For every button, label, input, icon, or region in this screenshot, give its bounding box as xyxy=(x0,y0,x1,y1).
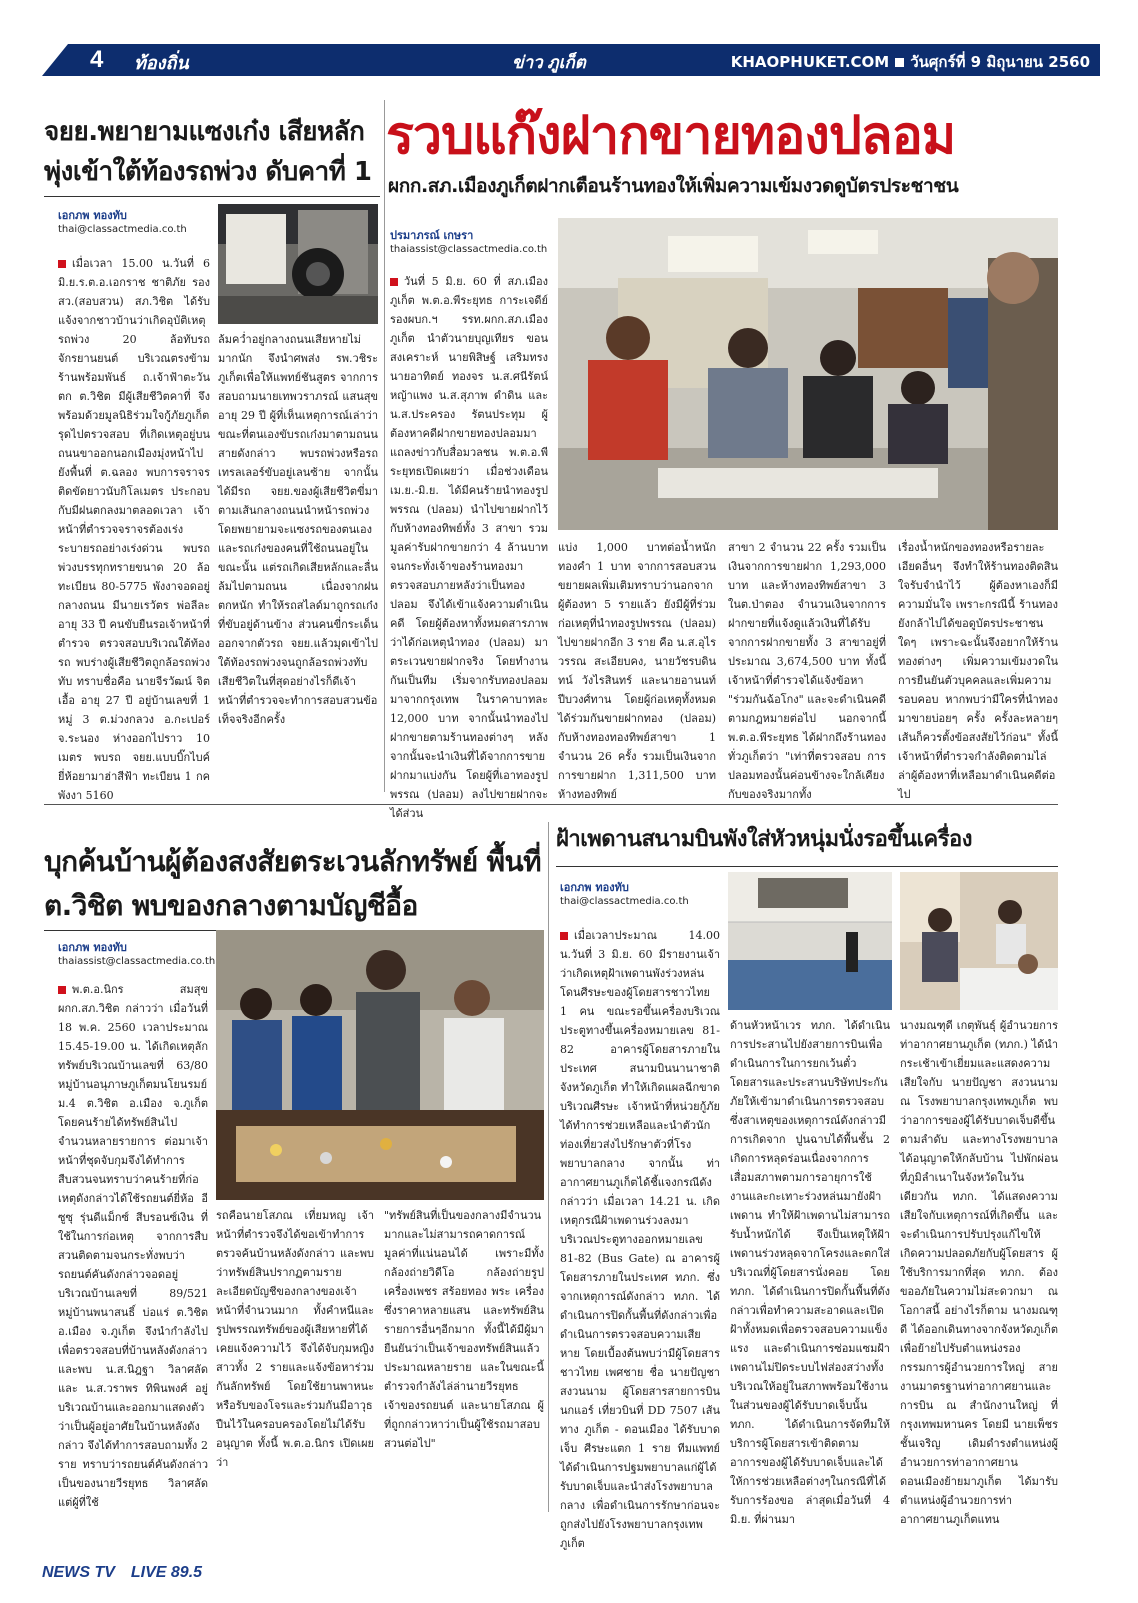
story4-column-1: เมื่อเวลาประมาณ 14.00 น.วันที่ 3 มิ.ย. 60 มีรายงานเจ้าว่าเกิดเหตุฝ้าเพดานพังร่วงหล่นโดนศีรษะของผู้โดยสารชาวไทย 1 คน ขณะรอขึ้นเครื่องบริเวณประตูทางขึ้นเครื่องหมายเลข 81-82 อาคารผู้โดยสารภายในประเทศ สนามบินนานาชาติจังหวัดภูเก็ต ทำให้เกิดแผลฉีกขาดบริเวณศีรษะ เจ้าหน้าที่หน่วยกู้ภัยได้ทำการช่วยเหลือและนำตัวนักท่องเที่ยวส่งไปรักษาตัวที่โรงพยาบาลกลาง จากนั้น ท่าอากาศยานภูเก็ตได้ชี้แจงกรณีดังกล่าวว่า เมื่อเวลา 14.21 น. เกิดเหตุกรณีฝ้าเพดานร่วงลงมาบริเวณประตูทางออกหมายเลข 81-82 (Bus Gate) ณ อาคารผู้โดยสารภายในประเทศ ทภก. ซึ่งจากเหตุการณ์ดังกล่าว ทภก. ได้ดำเนินการปิดกั้นพื้นที่ดังกล่าวเพื่อดำเนินการตรวจสอบความเสียหาย โดยเบื้องต้นพบว่ามีผู้โดยสารชาวไทย เพศชาย ชื่อ นายปัญชา สงวนนาม ผู้โดยสารสายการบินนกแอร์ เที่ยวบินที่ DD 7507 เส้นทาง ภูเก็ต - ดอนเมือง ได้รับบาดเจ็บ ศีรษะแตก 1 ราย ทีมแพทย์ ได้ดำเนินการปฐมพยาบาลแก่ผู้ได้รับบาดเจ็บและนำส่งโรงพยาบาลกลาง เพื่อดำเนินการรักษาก่อนจะถูกส่งไปยังโรงพยาบาลกรุงเทพภูเก็ต xyxy=(560,929,720,1550)
author-name: เอกภพ ทองทับ xyxy=(560,881,629,894)
divider xyxy=(556,866,1058,867)
story3-column-3: "ทรัพย์สินที่เป็นของกลางมีจำนวนมากและไม่สามารถคาดการณ์มูลค่าที่แน่นอนได้ เพราะมีทั้ง กล้องถ่ายวิดีโอ กล้องถ่ายรูป เครื่องเพชร สร้อยทอง พระ เครื่องซึ่งราคาหลายแสน และทรัพย์สินรายการอื่นๆอีกมาก ทั้งนี้ได้มีผู้มายืนยันว่าเป็นเจ้าของทรัพย์สินแล้วประมาณหลายราย และในขณะนี้ ตำรวจกำลังไล่ล่านายวีรยุทธ เจ้าของรถยนต์ และนายโสภณ ผู้ที่ถูกกล่าวหาว่าเป็นผู้ใช้รถมาสอบสวนต่อไป" xyxy=(384,1209,544,1450)
bullet-icon xyxy=(58,986,66,994)
author-name: เอกภพ ทองทับ xyxy=(58,941,127,954)
author-email: thai@classactmedia.co.th xyxy=(560,896,689,907)
page-number: 4 xyxy=(90,46,104,73)
ceiling-damage-photo xyxy=(728,872,892,1010)
main-column-1: วันที่ 5 มิ.ย. 60 ที่ สภ.เมืองภูเก็ต พ.ต.อ.พีระยุทธ การะเจดีย์ รองผบก.ฯ รรท.ผกก.สภ.เมืองภูเก็ต นำตัวนายบุญเทียร ขอนสงเคราะห์ นายพิสิษฐ์ เสริมทรง นายอาทิตย์ ทองจร น.ส.ศนีรัตน์ หญ้าแพง น.ส.สุภาพ ดำดิน และ น.ส.ประครอง รัตนประทุม ผู้ต้องหาคดีฝากขายทองปลอมมาแถลงข่าวกับสื่อมวลชน พ.ต.อ.พีระยุทธเปิดเผยว่า เมื่อช่วงเดือน เม.ย.-มิ.ย. ได้มีคนร้ายนำทองรูปพรรณ (ปลอม) นำไปขายฝากไว้กับห้างทองทิพย์ทั้ง 3 สาขา รวมมูลค่ารับฝากขายกว่า 4 ล้านบาท จนกระทั่งเจ้าของร้านทองมาตรวจสอบภายหลังว่าเป็นทองปลอม จึงได้เข้าแจ้งความดำเนินคดี โดยผู้ต้องหาทั้งหมดสารภาพว่าได้ก่อเหตุนำทอง (ปลอม) มาตระเวนขายฝากจริง โดยทำงานกันเป็นทีม เริ่มจากรับทองปลอมมาจากกรุงเทพ ในราคาบาทละ 12,000 บาท จากนั้นนำทองไปฝากขายตามร้านทองต่างๆ หลังจากนั้นจะนำเงินที่ได้จากการขายฝากมาแบ่งกัน โดยผู้ที่เอาทองรูปพรรณ (ปลอม) ลงไปขายฝากจะได้ส่วน xyxy=(390,275,548,820)
main-column-3: สาขา 2 จำนวน 22 ครั้ง รวมเป็นเงินจากการขายฝาก 1,293,000 บาท และห้างทองทิพย์สาขา 3 ในต.ป่าตอง จำนวนเงินจากการฝากขายที่แจ้งดูแล้วเงินที่ได้รับจากการฝากขายทั้ง 3 สาขาอยู่ที่ประมาณ 3,674,500 บาท ทั้งนี้เจ้าหน้าที่ตำรวจได้แจ้งข้อหา "ร่วมกันฉ้อโกง" และจะดำเนินคดีตามกฎหมายต่อไป นอกจากนี้ พ.ต.อ.พีระยุทธ ได้ฝากถึงร้านทองทั่วภูเก็ตว่า "เท่าที่ตรวจสอบ การปลอมทองนั้นค่อนข้างจะใกล้เคียงกับของจริงมากทั้ง xyxy=(728,541,886,801)
live-radio-logo: LIVE 89.5 xyxy=(130,1564,203,1581)
hospital-visit-photo xyxy=(900,872,1058,1010)
main-column-4: เรื่องน้ำหนักของทองหรือรายละเอียดอื่นๆ จึงทำให้ร้านทองติดสินใจรับจำนำไว้ ผู้ต้องหาเองก็มีความมั่นใจ เพราะกรณีนี้ ร้านทองยังกล้าไปได้ขอดูบัตรประชาชนใดๆ เพราะฉะนั้นจึงอยากให้ร้านทองต่างๆ เพิ่มความเข้มงวดในการยืนยันตัวบุคคลและเพิ่มความรอบคอบ หากพบว่ามีใครที่นำทองมาขายบ่อยๆ ครั้ง ครั้งละหลายๆ เส้นก็ควรตั้งข้อสงสัยไว้ก่อน" ทั้งนี้เจ้าหน้าที่ตำรวจกำลังติดตามไล่ล่าผู้ต้องหาที่เหลือมาดำเนินคดีต่อไป xyxy=(898,541,1058,801)
author-email: thaiassist@classactmedia.co.th xyxy=(390,244,548,255)
story4-headline: ฝ้าเพดานสนามบินพังใส่หัวหนุ่มนั่งรอขึ้นเครื่อง xyxy=(556,827,972,852)
newspaper-logo: ข่าว ภูเก็ต xyxy=(512,53,586,72)
column-divider xyxy=(384,100,385,792)
accident-photo xyxy=(218,204,378,324)
main-column-2: แบ่ง 1,000 บาทต่อน้ำหนักทองคำ 1 บาท จากการสอบสวนขยายผลเพิ่มเติมทราบว่านอกจากผู้ต้องหา 5 รายแล้ว ยังมีผู้ที่ร่วมก่อเหตุที่นำทองรูปพรรณ (ปลอม) ไปขายฝากอีก 3 ราย คือ น.ส.อุไรวรรณ สะเอียบคง, นายวัชรบดินทน์ วังไรสินทร์ และนายอานนท์ ปีบวงศ์ทาน โดยผู้ก่อเหตุทั้งหมดได้ร่วมกันขายฝากทอง (ปลอม) กับห้างทองทองทิพย์สาขา 1 จำนวน 26 ครั้ง รวมเป็นเงินจากการขายฝาก 1,311,500 บาท ห้างทองทิพย์ xyxy=(558,541,716,801)
author-name: เอกภพ ทองทับ xyxy=(58,209,127,222)
footer-logos xyxy=(42,1564,202,1582)
main-headline: รวบแก๊งฝากขายทองปลอม xyxy=(386,106,956,166)
news-tv-logo: NEWS TV xyxy=(42,1564,115,1581)
story4-column-3: นางมณฑุดี เกตุพันธุ์ ผู้อำนวยการท่าอากาศยานภูเก็ต (ทภก.) ได้นำกระเช้าเข้าเยี่ยมและแสดงความเสียใจกับ นายปัญชา สงวนนาม ณ โรงพยาบาลกรุงเทพภูเก็ต พบว่าอาการของผู้ได้รับบาดเจ็บดีขึ้นตามลำดับ และทางโรงพยาบาลได้อนุญาตให้กลับบ้าน ไปพักผ่อนที่ภูมิลำเนาในจังหวัดในวันเดียวกัน ทภก. ได้แสดงความเสียใจกับเหตุการณ์ที่เกิดขึ้น และจะดำเนินการปรับปรุงแก้ไขให้เกิดความปลอดภัยกับผู้โดยสาร ผู้ใช้บริการมากที่สุด ทภก. ต้องขออภัยในความไม่สะดวกมา ณ โอกาสนี้ อย่างไรก็ตาม นางมณฑุดี ได้ออกเดินทางจากจังหวัดภูเก็ตเพื่อย้ายไปรับตำแหน่งรองกรรมการผู้อำนวยการใหญ่ สายงานมาตรฐานท่าอากาศยานและการบิน ณ สำนักงานใหญ่ ที่กรุงเทพมหานคร โดยมี นายเพ็ชร ชั้นเจริญ เดิมดำรงตำแหน่งผู้อำนวยการท่าอากาศยานดอนเมืองย้ายมาภูเก็ต ได้มารับตำแหน่งผู้อำนวยการท่าอากาศยานภูเก็ตแทน xyxy=(900,1019,1058,1526)
issue-date: วันศุกร์ที่ 9 มิถุนายน 2560 xyxy=(910,53,1090,71)
story1-column-2: ล้มคว่ำอยู่กลางถนนเสียหายไม่มากนัก จึงนำศพส่ง รพ.วชิระภูเก็ตเพื่อให้แพทย์ชันสูตร จากการสอบถามนายเทพวราภรณ์ แสนสุข อายุ 29 ปี ผู้ที่เห็นเหตุการณ์เล่าว่า ขณะที่ตนเองขับรถเก๋งมาตามถนนสายดังกล่าว พบรถพ่วงหรือรถเทรลเลอร์ขับอยู่เลนซ้าย จากนั้นได้มีรถ จยย.ของผู้เสียชีวิตขี่มาตามเส้นกลางถนนนำหน้ารถพ่วง โดยพยายามจะแซงรถของตนเองและรถเก๋งของคนที่ใช้ถนนอยู่ในขณะนั้น แต่รถเกิดเสียหลักและลื่นล้มไปตามถนน เนื่องจากฝนตกหนัก ทำให้รถสไลด์มาถูกรถเก๋งที่ขับอยู่ด้านข้าง ส่วนคนขี่กระเด็นออกจากตัวรถ จยย.แล้วมุดเข้าไปใต้ท้องรถพ่วงจนถูกล้อรถพ่วงทับเสียชีวิตในที่สุดอย่างไรก็ดีเจ้าหน้าที่ตำรวจจะทำการสอบสวนข้อเท็จจริงอีกครั้ง xyxy=(218,333,378,726)
page-header xyxy=(42,44,1100,76)
evidence-photo xyxy=(216,930,544,1200)
section-divider xyxy=(44,804,1058,805)
website-label: KHAOPHUKET.COM xyxy=(730,53,890,71)
author-name: ปรมาภรณ์ เกษรา xyxy=(390,229,474,242)
suspects-photo xyxy=(558,218,1058,530)
story4-column-2: ด้านหัวหน้าเวร ทภก. ได้ดำเนินการประสานไปยังสายการบินเพื่อดำเนินการในการยกเว้นตั๋วโดยสารและประสานบริษัทประกันภัยให้เข้ามาดำเนินการตรวจสอบ ซึ่งสาเหตุของเหตุการณ์ดังกล่าวมีการเกิดจาก ปูนฉาบได้พื้นชั้น 2 เกิดการหลุดร่อนเนื่องจากการเสื่อมสภาพตามการอายุการใช้งานและกะเทาะร่วงหล่นมายังฝ้าเพดาน ทำให้ฝ้าเพดานไม่สามารถรับน้ำหนักได้ จึงเป็นเหตุให้ฝ้าเพดานร่วงหลุดจากโครงและตกใส่บริเวณที่ผู้โดยสารนั่งคอย โดย ทภก. ได้ดำเนินการปิดกั้นพื้นที่ดังกล่าวเพื่อทำความสะอาดและเปิดฝ้าทั้งหมดเพื่อตรวจสอบความแข็งแรง และดำเนินการซ่อมแซมฝ้าเพดานไม่ปิดระบบไฟส่องสว่างทั้งบริเวณให้อยู่ในสภาพพร้อมใช้งานในส่วนของผู้ได้รับบาดเจ็บนั้น ทภก. ได้ดำเนินการจัดทีมให้บริการผู้โดยสารเข้าติดตามอาการของผู้ได้รับบาดเจ็บและได้ให้การช่วยเหลือต่างๆในกรณีที่ได้รับการร้องขอ ล่าสุดเมื่อวันที่ 4 มิ.ย. ที่ผ่านมา xyxy=(730,1019,890,1526)
story1-byline xyxy=(58,206,187,235)
story4-byline xyxy=(560,878,689,907)
page-corner-icon xyxy=(42,44,76,76)
author-email: thaiassist@classactmedia.co.th xyxy=(58,956,216,967)
story3-byline xyxy=(58,938,215,967)
bullet-icon xyxy=(58,260,66,268)
main-subheadline: ผกก.สภ.เมืองภูเก็ตฝากเตือนร้านทองให้เพิ่มความเข้มงวดดูบัตรประชาชน xyxy=(388,175,959,197)
header-meta xyxy=(731,50,1090,74)
story3-headline: บุกค้นบ้านผู้ต้องสงสัยตระเวนลักทรัพย์ พื้นที่ต.วิชิต พบของกลางตามบัญชีอื้อ xyxy=(44,845,541,922)
story3-column-1: พ.ต.อ.นิกร สมสุข ผกก.สภ.วิชิต กล่าวว่า เมื่อวันที่ 18 พ.ค. 2560 เวลาประมาณ 15.45-19.00 น. ได้เกิดเหตุลักทรัพย์บริเวณบ้านเลขที่ 63/80 หมู่บ้านอนุภาษภูเก็ตมนโยนรมย์ ม.4 ต.วิชิต อ.เมือง จ.ภูเก็ต โดยคนร้ายได้ทรัพย์สินไปจำนวนหลายรายการ ต่อมาเจ้าหน้าที่ชุดจับกุมจึงได้ทำการสืบสวนจนทราบว่าคนร้ายที่ก่อเหตุดังกล่าวได้ใช้รถยนต์ยี่ห้อ อีซูซุ รุ่นดีแม็กซ์ สีบรอนซ์เงิน ที่ใช้ในการก่อเหตุ จากการสืบ สวนติดตามจนกระทั่งพบว่ารถยนต์คันดังกล่าวจอดอยู่บริเวณบ้านเลขที่ 89/521 หมู่บ้านพนาสนธิ์ บ่อแร่ ต.วิชิต อ.เมือง จ.ภูเก็ต จึงนำกำลังไปเพื่อตรวจสอบที่บ้านหลังดังกล่าว และพบ น.ส.นิฎฐา วิลาศลัด และ น.ส.วราพร ทิพินพงศ์ อยู่บริเวณบ้านและออกมาแสดงตัวว่าเป็นผู้อยู่อาศัยในบ้านหลังดังกล่าว จึงได้ทำการสอบถามทั้ง 2 ราย ทราบว่ารถยนต์คันดังกล่าวเป็นของนายวีรยุทธ วิลาศลัด แต่ผู้ที่ใช้ xyxy=(58,983,208,1509)
divider xyxy=(44,196,380,197)
bullet-icon xyxy=(390,278,398,286)
separator-square-icon xyxy=(895,58,904,67)
main-byline xyxy=(390,226,547,255)
story1-headline: จยย.พยายามแซงเก๋ง เสียหลัก พุ่งเข้าใต้ท้องรถพ่วง ดับคาที่ 1 xyxy=(44,117,372,187)
bullet-icon xyxy=(560,932,568,940)
section-label: ท้องถิ่น xyxy=(134,53,189,74)
author-email: thai@classactmedia.co.th xyxy=(58,224,187,235)
column-divider xyxy=(548,822,549,1512)
story1-column-1: เมื่อเวลา 15.00 น.วันที่ 6 มิ.ย.ร.ต.อ.เอกราช ชาติภัย รอง สว.(สอบสวน) สภ.วิชิต ได้รับแจ้งจากชาวบ้านว่าเกิดอุบัติเหตุรถพ่วง 20 ล้อทับรถจักรยานยนต์ บริเวณตรงข้ามร้านพร้อมพันธ์ ถ.เจ้าฟ้าตะวันตก ต.วิชิต มีผู้เสียชีวิตคาที่ จึงพร้อมด้วยมูลนิธิร่วมใจกู้ภัยภูเก็ตรุดไปตรวจสอบ ที่เกิดเหตุอยู่บนถนนขาออกนอกเมืองมุ่งหน้าไปยังพื้นที่ ต.ฉลอง พบการจราจรติดขัดยาวนับกิโลเมตร ประกอบกับมีฝนตกลงมาตลอดเวลา เจ้าหน้าที่ตำรวจจราจรต้องเร่งระบายรถอย่างเร่งด่วน พบรถพ่วงบรรทุกทรายขนาด 20 ล้อ ทะเบียน 80-5775 พังงาจอดอยู่กลางถนน มีนายเรวัตร พ่อลีละ อายุ 33 ปี คนขับยืนรอเจ้าหน้าที่ตำรวจ ตรวจสอบบริเวณใต้ท้องรถ พบร่างผู้เสียชีวิตถูกล้อรถพ่วงทับ ทราบชื่อคือ นายจีรวัฒน์ จิตเอื้อ อายุ 27 ปี อยู่บ้านเลขที่ 1 หมู่ 3 ต.ม่วงกลวง อ.กะเปอร์ จ.ระนอง ห่างออกไปราว 10 เมตร พบรถ จยย.แบบบิ๊กไบค์ยี่ห้อยามาฮ่าสีฟ้า ทะเบียน 1 กค พังงา 5160 xyxy=(58,257,210,802)
story3-column-2: รถคือนายโสภณ เที่ยมหญ เจ้าหน้าที่ตำรวจจึงได้ขอเข้าทำการตรวจค้นบ้านหลังดังกล่าว และพบว่าทรัพย์สินปรากฏตามรายละเอียดบัญชีของกลางของเจ้าหน้าที่จำนวนมาก ทั้งคำหนีและรูปพรรณทรัพย์ของผู้เสียหายที่ได้เคยแจ้งความไว้ จึงได้จับกุมหญิงสาวทั้ง 2 รายและแจ้งข้อหาร่วมกันลักทรัพย์ โดยใช้ยานพาหนะหรือรับของโจรและร่วมกันมีอาวุธปืนไว้ในครอบครองโดยไม่ได้รับอนุญาต ทั้งนี้ พ.ต.อ.นิกร เปิดเผยว่า xyxy=(216,1209,374,1469)
